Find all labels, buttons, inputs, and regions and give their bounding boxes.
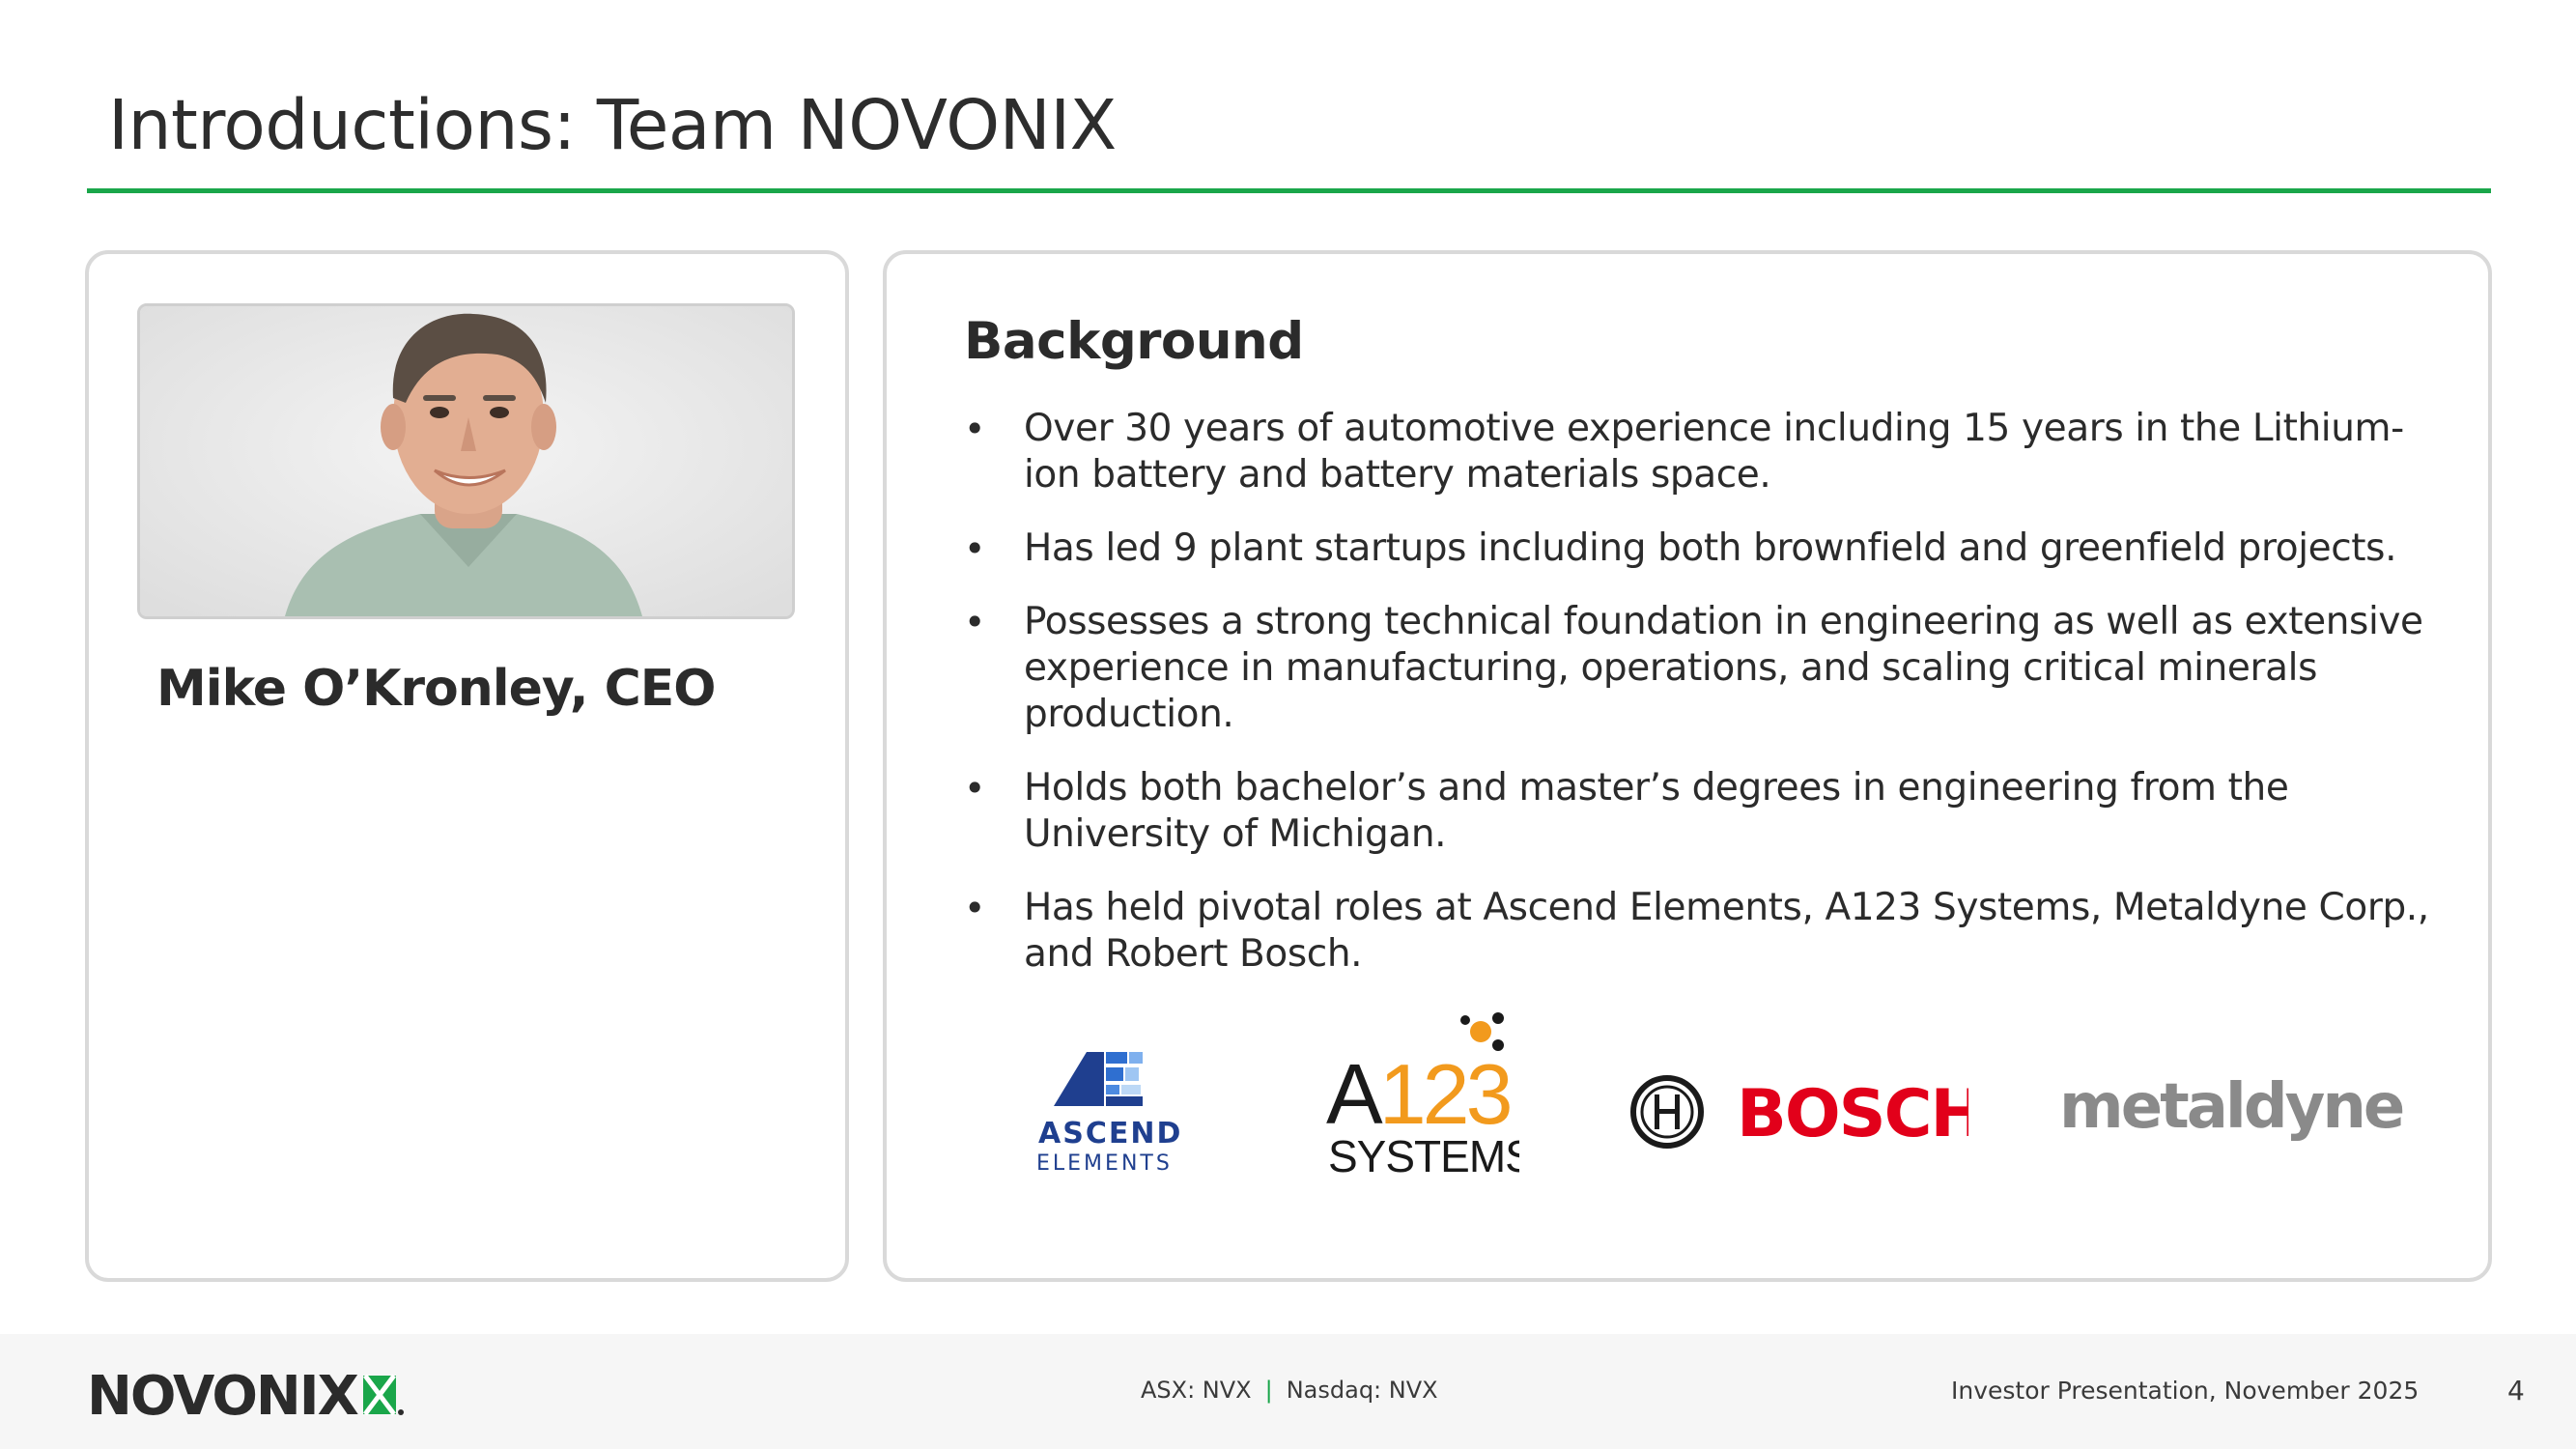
bullet-item	[964, 885, 2432, 978]
bullet-icon: •	[964, 767, 986, 810]
bullet-item	[964, 526, 2432, 572]
bullet-text: Over 30 years of automotive experience including 15 years in the Lithium-ion battery and battery materials space.	[1024, 407, 2404, 497]
ticker-separator: |	[1264, 1377, 1273, 1404]
profile-card	[85, 250, 849, 1282]
ticker-asx: ASX: NVX	[1141, 1377, 1252, 1404]
a123-systems-mark	[1326, 1012, 1519, 1181]
ascend-elements-logo	[1036, 1052, 1191, 1187]
page-number: 4	[2507, 1375, 2525, 1406]
bosch-mark	[1630, 1070, 1968, 1153]
bullet-text: Possesses a strong technical foundation in engineering as well as extensive experience in manufacturing, operations, and scaling critical minerals production.	[1024, 600, 2423, 736]
a123-systems-logo	[1326, 1012, 1519, 1181]
portrait-photo	[137, 303, 795, 619]
novonix-logo-word: NOVONIX	[87, 1366, 357, 1420]
metaldyne-mark	[2057, 1064, 2405, 1160]
background-bullet-list	[964, 406, 2432, 1005]
novonix-mark	[87, 1366, 406, 1420]
bosch-logo	[1630, 1070, 1968, 1153]
background-card	[883, 250, 2492, 1282]
metaldyne-logo-word: metaldyne	[2059, 1071, 2403, 1143]
slide-title: Introductions: Team NOVONIX	[108, 85, 1117, 165]
bullet-icon: •	[964, 887, 986, 929]
systems-logo-word: SYSTEMS	[1328, 1131, 1519, 1181]
bullet-item	[964, 599, 2432, 738]
elements-logo-word: ELEMENTS	[1036, 1151, 1173, 1176]
bullet-item	[964, 765, 2432, 858]
title-divider	[87, 188, 2491, 193]
bullet-icon: •	[964, 527, 986, 570]
portrait-illustration	[140, 306, 792, 616]
svg-text:A123: A123	[1326, 1046, 1510, 1142]
presentation-label: Investor Presentation, November 2025	[1951, 1377, 2420, 1405]
ascend-logo-word: ASCEND	[1038, 1117, 1183, 1151]
bullet-text: Has led 9 plant startups including both brownfield and greenfield projects.	[1024, 526, 2397, 570]
ticker-nasdaq: Nasdaq: NVX	[1286, 1377, 1438, 1404]
title-divider-line	[87, 188, 2491, 193]
bullet-text: Holds both bachelor’s and master’s degrees in engineering from the University of Michigan.	[1024, 766, 2289, 856]
person-name: Mike O’Kronley, CEO	[156, 660, 716, 718]
novonix-logo	[87, 1366, 406, 1424]
bullet-icon: •	[964, 601, 986, 643]
ticker-symbols	[1141, 1377, 1438, 1404]
metaldyne-logo	[2057, 1064, 2405, 1160]
ascend-elements-mark	[1036, 1052, 1191, 1187]
bosch-logo-word: BOSCH	[1737, 1076, 1968, 1152]
background-heading: Background	[964, 312, 1304, 371]
bullet-text: Has held pivotal roles at Ascend Elements, A123 Systems, Metaldyne Corp., and Robert Bosch.	[1024, 886, 2429, 976]
slide-footer	[0, 1334, 2576, 1449]
bullet-icon: •	[964, 408, 986, 450]
bullet-item	[964, 406, 2432, 498]
